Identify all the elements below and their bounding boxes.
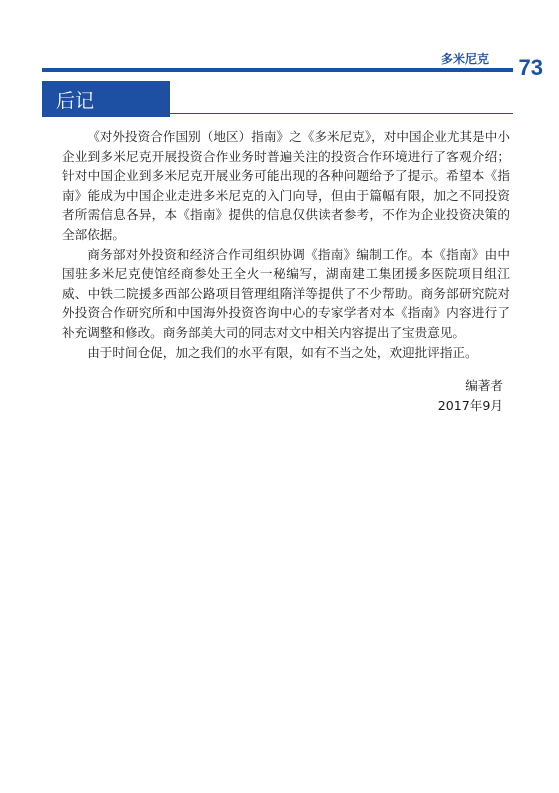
paragraph: 由于时间仓促，加之我们的水平有限，如有不当之处，欢迎批评指正。 [87,344,478,360]
running-title: 多米尼克 [440,52,489,66]
section-banner [42,81,170,117]
signature-author: 编著者 [465,378,503,393]
signature-block [438,376,503,415]
signature-date: 2017年9月 [437,397,503,413]
paragraph: 《对外投资合作国别（地区）指南》之《多米尼克》，对中国企业尤其是中小企业到多米尼克开展投资合作业务时普遍关注的投资合作环境进行了客观介绍；针对中国企业到多米尼克开展业务可能出现的各种问题给予了提示。希望本《指南》能成为中国企业走进多米尼克的入门向导，但由于篇幅有限，加之不同投资者所需信息各异，本《指南》提供的信息仅供读者参考，不作为企业投资决策的全部依据。 [62,129,510,242]
page-number: 73 [518,55,543,80]
header-rule [42,68,513,72]
body-text [62,127,510,362]
paragraph: 商务部对外投资和经济合作司组织协调《指南》编制工作。本《指南》由中国驻多米尼克使馆经商参处王全火一秘编写，湖南建工集团援多医院项目组江威、中铁二院援多西部公路项目管理组隋洋等提供了不少帮助。商务部研究院对外投资合作研究所和中国海外投资咨询中心的专家学者对本《指南》内容进行了补充调整和修改。商务部美大司的同志对文中相关内容提出了宝贵意见。 [62,246,510,340]
section-rule [170,113,513,114]
section-title: 后记 [56,90,95,112]
